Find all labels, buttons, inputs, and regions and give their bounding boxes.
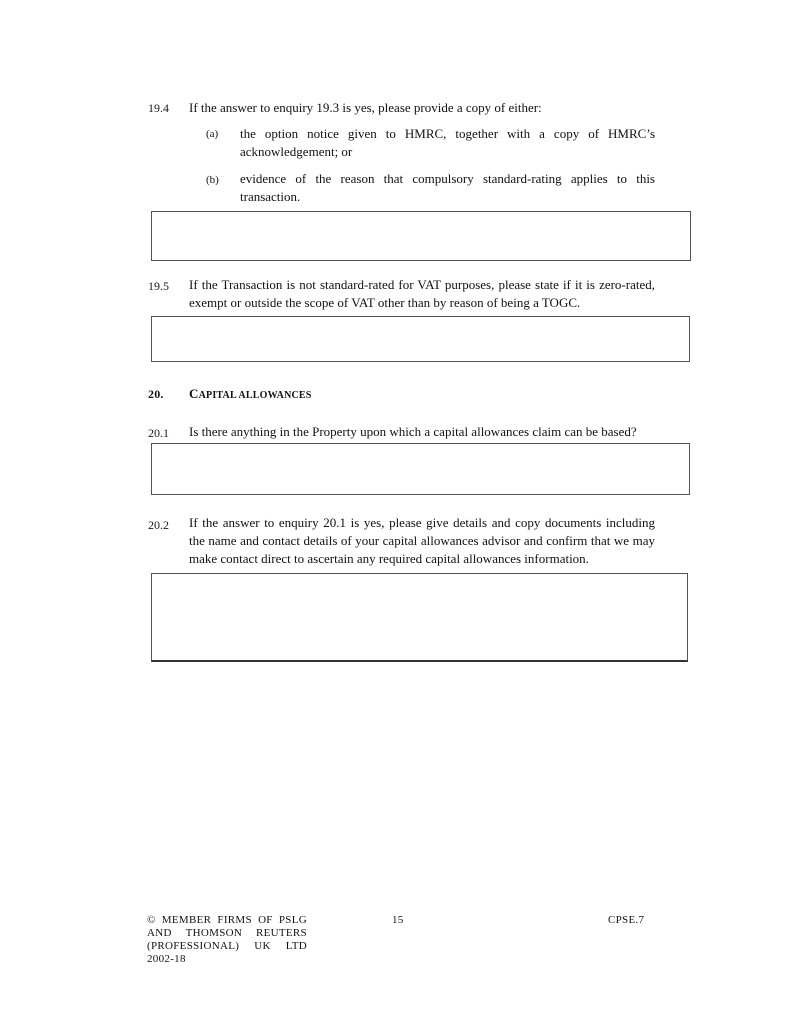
question-number-20-2: 20.2 (148, 518, 169, 532)
section-number-20: 20. (148, 387, 164, 401)
question-text-20-2: If the answer to enquiry 20.1 is yes, please give details and copy documents including the name and contact details of your capital allowances advisor and confirm that we may make contact direct to ascertain any required capital allowances information. (189, 515, 655, 566)
copyright-line-4 (147, 953, 307, 966)
page-number: 15 (392, 914, 404, 926)
copyright-line-1 (147, 914, 307, 927)
section-title-rest: APITAL ALLOWANCES (198, 390, 312, 401)
copyright-word: LTD (285, 940, 307, 952)
item-label-b: (b) (206, 174, 219, 186)
item-label-a: (a) (206, 128, 219, 140)
section-title-20 (189, 386, 312, 402)
question-text-19-5: If the Transaction is not standard-rated for VAT purposes, please state if it is zero-rated, exempt or outside the scope of VAT other than by reason of being a TOGC. (189, 277, 655, 310)
answer-box-20-1[interactable] (151, 443, 690, 495)
copyright-word: 2002-18 (147, 953, 186, 965)
question-number-19-4: 19.4 (148, 101, 169, 115)
copyright-word: UK (254, 940, 271, 952)
question-text-20-1: Is there anything in the Property upon which a capital allowances claim can be based? (189, 424, 637, 439)
answer-box-19-4[interactable] (151, 211, 691, 261)
copyright-word: OF (258, 914, 273, 926)
question-number-20-1: 20.1 (148, 426, 169, 440)
copyright-word: AND (147, 927, 172, 939)
item-text-a: the option notice given to HMRC, together with a copy of HMRC’s acknowledgement; or (240, 126, 655, 159)
document-code: CPSE.7 (608, 914, 645, 926)
answer-box-19-5[interactable] (151, 316, 690, 362)
copyright-word: © (147, 914, 156, 926)
copyright-word: PSLG (278, 914, 307, 926)
question-text-19-4: If the answer to enquiry 19.3 is yes, please provide a copy of either: (189, 100, 542, 115)
item-text-b: evidence of the reason that compulsory standard-rating applies to this transaction. (240, 171, 655, 204)
copyright-word: FIRMS (217, 914, 252, 926)
copyright-line-3 (147, 940, 307, 953)
copyright-word: THOMSON (185, 927, 243, 939)
copyright-word: REUTERS (255, 927, 307, 939)
answer-box-20-2[interactable] (151, 573, 688, 662)
copyright-line-2 (147, 927, 307, 940)
footer-copyright (147, 914, 307, 966)
copyright-word: (PROFESSIONAL) (147, 940, 240, 952)
copyright-word: MEMBER (161, 914, 212, 926)
section-title-initial: C (189, 386, 199, 401)
question-number-19-5: 19.5 (148, 279, 169, 293)
